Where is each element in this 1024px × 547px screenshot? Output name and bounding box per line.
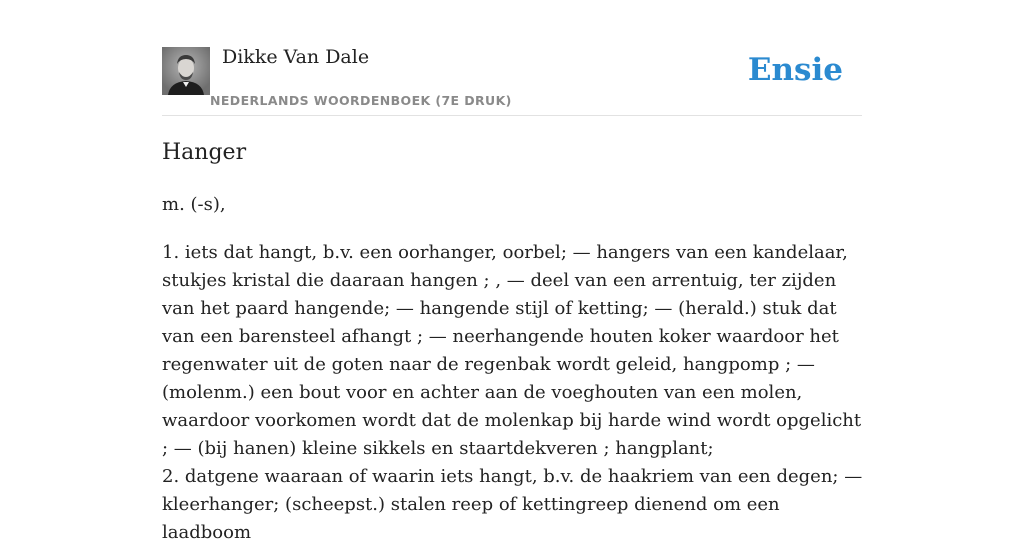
- entry-title: Hanger: [162, 140, 247, 165]
- author-avatar[interactable]: [162, 47, 210, 95]
- ensie-logo[interactable]: Ensie: [747, 52, 843, 88]
- grammar-info: m. (-s),: [162, 194, 226, 215]
- header: [162, 46, 862, 116]
- author-name[interactable]: Dikke Van Dale: [222, 46, 370, 68]
- definition-2: 2. datgene waaraan of waarin iets hangt, b.v. de haakriem van een degen; — kleerhanger; (scheepst.) stalen reep of kettingreep dienend om een laadboom: [162, 466, 863, 543]
- definition-1: 1. iets dat hangt, b.v. een oorhanger, oorbel; — hangers van een kandelaar, stukjes kristal die daaraan hangen ; , — deel van een arrentuig, ter zijden van het paard hangende; — hangende stijl of ketting; — (herald.) stuk dat van een barensteel afhangt ; — neerhangende houten koker waardoor het regenwater uit de goten naar de regenbak wordt geleid, hangpomp ; — (molenm.) een bout voor en achter aan de voeghouten van een molen, waardoor voorkomen wordt dat de molenkap bij harde wind wordt opgelicht ; — (bij hanen) kleine sikkels en staartdekveren ; hangplant;: [162, 242, 862, 459]
- portrait-photo-icon: [162, 47, 210, 95]
- definitions: [162, 239, 867, 547]
- dictionary-source[interactable]: NEDERLANDS WOORDENBOEK (7E DRUK): [210, 93, 512, 108]
